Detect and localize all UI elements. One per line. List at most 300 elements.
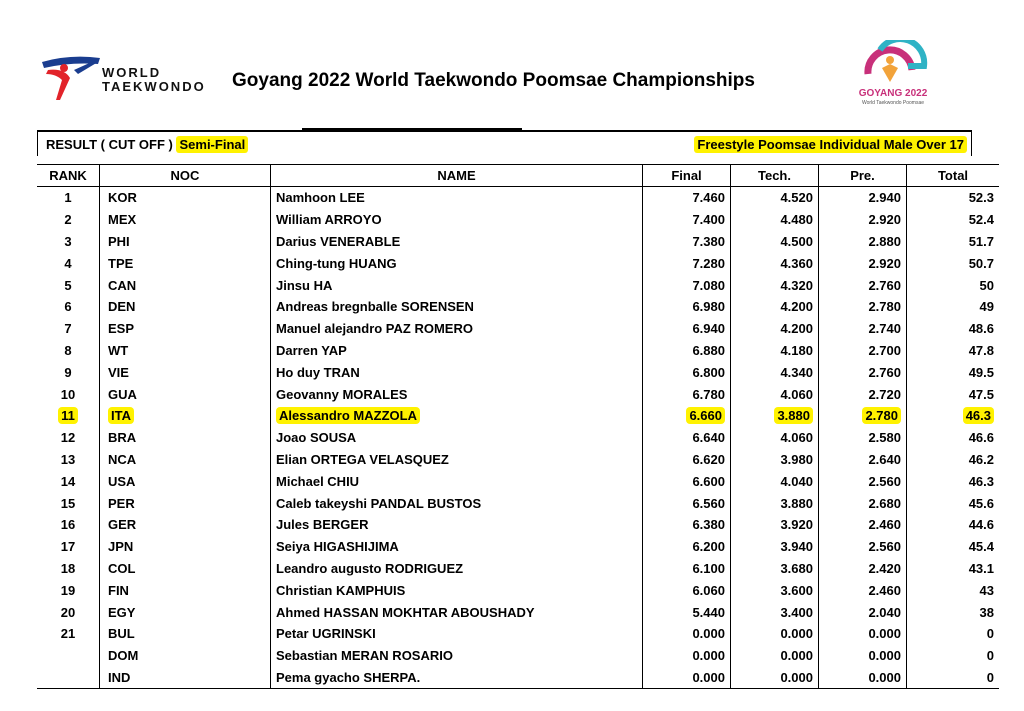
tech-score-cell-text: 4.480 — [780, 212, 813, 228]
rank-cell — [37, 318, 100, 340]
tech-score-cell-text: 3.600 — [780, 582, 813, 598]
final-score-cell — [643, 579, 731, 601]
rank-cell-text: 12 — [60, 430, 76, 446]
tech-score-cell — [731, 231, 819, 253]
athlete-name-cell-text: Ching-tung HUANG — [276, 255, 397, 271]
noc-cell — [100, 623, 271, 645]
athlete-name-cell — [271, 187, 643, 209]
final-score-cell-text: 6.200 — [692, 539, 725, 555]
col-header-total: Total — [907, 165, 1000, 187]
total-score-cell — [907, 470, 1000, 492]
final-score-cell-text: 0.000 — [692, 669, 725, 685]
goyang-logo-subtext: World Taekwondo Poomsae — [861, 100, 925, 106]
total-score-cell — [907, 231, 1000, 253]
total-score-cell — [907, 405, 1000, 427]
noc-cell — [100, 492, 271, 514]
rank-cell-text: 19 — [60, 582, 76, 598]
rank-cell — [37, 601, 100, 623]
total-score-cell-text: 52.4 — [968, 212, 994, 228]
rank-cell — [37, 667, 100, 689]
tech-score-cell — [731, 645, 819, 667]
pre-score-cell-text: 2.780 — [862, 407, 901, 424]
noc-cell-text: DOM — [108, 648, 139, 664]
final-score-cell-text: 6.780 — [692, 386, 725, 402]
total-score-cell-text: 46.3 — [968, 473, 994, 489]
noc-cell — [100, 231, 271, 253]
final-score-cell — [643, 601, 731, 623]
noc-cell-text: BUL — [108, 626, 135, 642]
final-score-cell — [643, 405, 731, 427]
noc-cell-text: TPE — [108, 255, 134, 271]
pre-score-cell — [819, 361, 907, 383]
total-score-cell-text: 45.6 — [968, 495, 994, 511]
total-score-cell — [907, 558, 1000, 580]
athlete-name-cell — [271, 209, 643, 231]
tech-score-cell-text: 4.360 — [780, 255, 813, 271]
total-score-cell-text: 50 — [979, 277, 994, 293]
noc-cell — [100, 187, 271, 209]
total-score-cell — [907, 340, 1000, 362]
final-score-cell-text: 7.400 — [692, 212, 725, 228]
total-score-cell — [907, 645, 1000, 667]
pre-score-cell — [819, 449, 907, 471]
final-score-cell — [643, 470, 731, 492]
pre-score-cell — [819, 601, 907, 623]
athlete-name-cell-text: Darius VENERABLE — [276, 233, 401, 249]
noc-cell — [100, 558, 271, 580]
total-score-cell-text: 48.6 — [968, 321, 994, 337]
pre-score-cell-text: 2.780 — [868, 299, 901, 315]
table-row — [37, 470, 999, 492]
final-score-cell — [643, 667, 731, 689]
rank-cell-text: 15 — [60, 495, 76, 511]
athlete-name-cell — [271, 623, 643, 645]
table-row — [37, 296, 999, 318]
final-score-cell — [643, 274, 731, 296]
pre-score-cell — [819, 514, 907, 536]
final-score-cell-text: 6.620 — [692, 451, 725, 467]
pre-score-cell-text: 2.420 — [868, 560, 901, 576]
final-score-cell — [643, 536, 731, 558]
total-score-cell-text: 0 — [986, 648, 994, 664]
pre-score-cell-text: 2.560 — [868, 539, 901, 555]
pre-score-cell — [819, 318, 907, 340]
total-score-cell — [907, 252, 1000, 274]
tech-score-cell-text: 3.680 — [780, 560, 813, 576]
noc-cell — [100, 274, 271, 296]
athlete-name-cell — [271, 558, 643, 580]
table-row — [37, 187, 999, 209]
pre-score-cell-text: 2.560 — [868, 473, 901, 489]
final-score-cell-text: 6.640 — [692, 430, 725, 446]
final-score-cell — [643, 252, 731, 274]
final-score-cell — [643, 492, 731, 514]
noc-cell — [100, 252, 271, 274]
noc-cell-text: GER — [108, 517, 137, 533]
result-label-group — [46, 137, 248, 152]
tech-score-cell-text: 3.400 — [780, 604, 813, 620]
total-score-cell-text: 0 — [986, 626, 994, 642]
total-score-cell — [907, 492, 1000, 514]
rank-cell-text: 16 — [60, 517, 76, 533]
tech-score-cell-text: 4.340 — [780, 364, 813, 380]
pre-score-cell — [819, 231, 907, 253]
final-score-cell — [643, 209, 731, 231]
tech-score-cell — [731, 514, 819, 536]
noc-cell-text: NCA — [108, 451, 137, 467]
pre-score-cell — [819, 252, 907, 274]
athlete-name-cell — [271, 579, 643, 601]
pre-score-cell-text: 2.040 — [868, 604, 901, 620]
final-score-cell — [643, 623, 731, 645]
pre-score-cell — [819, 274, 907, 296]
athlete-name-cell-text: Jinsu HA — [276, 277, 333, 293]
final-score-cell-text: 6.380 — [692, 517, 725, 533]
athlete-name-cell-text: Namhoon LEE — [276, 190, 365, 206]
tech-score-cell-text: 4.320 — [780, 277, 813, 293]
athlete-name-cell-text: Elian ORTEGA VELASQUEZ — [276, 451, 449, 467]
tech-score-cell-text: 3.880 — [780, 495, 813, 511]
rank-cell — [37, 361, 100, 383]
goyang-logo-text: GOYANG 2022 — [858, 88, 928, 99]
athlete-name-cell-text: Seiya HIGASHIJIMA — [276, 539, 399, 555]
rank-cell-text: 11 — [58, 407, 78, 424]
table-row — [37, 579, 999, 601]
pre-score-cell-text: 2.760 — [868, 277, 901, 293]
pre-score-cell-text: 2.920 — [868, 212, 901, 228]
pre-score-cell-text: 2.760 — [868, 364, 901, 380]
total-score-cell — [907, 536, 1000, 558]
table-row — [37, 231, 999, 253]
final-score-cell — [643, 514, 731, 536]
tech-score-cell-text: 4.060 — [780, 430, 813, 446]
noc-cell-text: KOR — [108, 190, 137, 206]
table-row — [37, 361, 999, 383]
tech-score-cell — [731, 405, 819, 427]
pre-score-cell — [819, 667, 907, 689]
athlete-name-cell-text: Andreas bregnballe SORENSEN — [276, 299, 474, 315]
athlete-name-cell — [271, 601, 643, 623]
pre-score-cell-text: 2.880 — [868, 233, 901, 249]
athlete-name-cell-text: Alessandro MAZZOLA — [276, 407, 420, 424]
rank-cell — [37, 427, 100, 449]
final-score-cell — [643, 231, 731, 253]
athlete-name-cell-text: Caleb takeyshi PANDAL BUSTOS — [276, 495, 482, 511]
pre-score-cell-text: 2.640 — [868, 451, 901, 467]
total-score-cell-text: 44.6 — [968, 517, 994, 533]
athlete-name-cell — [271, 645, 643, 667]
rank-cell-text: 17 — [60, 539, 76, 555]
final-score-cell-text: 6.800 — [692, 364, 725, 380]
athlete-name-cell — [271, 274, 643, 296]
tech-score-cell-text: 3.940 — [780, 539, 813, 555]
noc-cell-text: PER — [108, 495, 135, 511]
noc-cell-text: FIN — [108, 582, 129, 598]
final-score-cell-text: 0.000 — [692, 648, 725, 664]
pre-score-cell — [819, 405, 907, 427]
tech-score-cell — [731, 470, 819, 492]
total-score-cell — [907, 296, 1000, 318]
table-row — [37, 601, 999, 623]
total-score-cell-text: 46.3 — [963, 407, 994, 424]
rank-cell-text: 7 — [64, 321, 72, 337]
final-score-cell-text: 6.660 — [686, 407, 725, 424]
table-row — [37, 209, 999, 231]
tech-score-cell — [731, 383, 819, 405]
noc-cell-text: ESP — [108, 321, 135, 337]
athlete-name-cell-text: Pema gyacho SHERPA. — [276, 669, 421, 685]
tech-score-cell — [731, 579, 819, 601]
total-score-cell-text: 47.8 — [968, 342, 994, 358]
result-bar — [37, 130, 972, 156]
total-score-cell — [907, 209, 1000, 231]
total-score-cell — [907, 449, 1000, 471]
tech-score-cell-text: 0.000 — [780, 626, 813, 642]
athlete-name-cell-text: Christian KAMPHUIS — [276, 582, 406, 598]
pre-score-cell-text: 0.000 — [868, 669, 901, 685]
noc-cell-text: USA — [108, 473, 136, 489]
final-score-cell — [643, 449, 731, 471]
rank-cell — [37, 340, 100, 362]
noc-cell — [100, 667, 271, 689]
final-score-cell — [643, 427, 731, 449]
rank-cell — [37, 209, 100, 231]
total-score-cell-text: 49 — [979, 299, 994, 315]
total-score-cell-text: 38 — [979, 604, 994, 620]
tech-score-cell-text: 4.500 — [780, 233, 813, 249]
pre-score-cell — [819, 558, 907, 580]
rank-cell-text: 18 — [60, 560, 76, 576]
total-score-cell — [907, 187, 1000, 209]
pre-score-cell — [819, 470, 907, 492]
rank-cell-text: 14 — [60, 473, 76, 489]
noc-cell — [100, 340, 271, 362]
athlete-name-cell — [271, 318, 643, 340]
rank-cell — [37, 449, 100, 471]
total-score-cell-text: 43 — [979, 582, 994, 598]
noc-cell — [100, 361, 271, 383]
final-score-cell-text: 0.000 — [692, 626, 725, 642]
rank-cell — [37, 405, 100, 427]
col-header-noc: NOC — [100, 165, 271, 187]
rank-cell — [37, 579, 100, 601]
tech-score-cell — [731, 209, 819, 231]
table-row — [37, 558, 999, 580]
tech-score-cell — [731, 427, 819, 449]
athlete-name-cell-text: Jules BERGER — [276, 517, 369, 533]
noc-cell — [100, 427, 271, 449]
total-score-cell — [907, 427, 1000, 449]
table-row — [37, 427, 999, 449]
stage-badge: Semi-Final — [176, 136, 248, 153]
tech-score-cell — [731, 536, 819, 558]
table-header-row — [37, 165, 999, 187]
pre-score-cell — [819, 645, 907, 667]
total-score-cell — [907, 383, 1000, 405]
noc-cell-text: PHI — [108, 233, 130, 249]
tech-score-cell — [731, 623, 819, 645]
noc-cell-text: WT — [108, 342, 129, 358]
noc-cell — [100, 209, 271, 231]
pre-score-cell — [819, 296, 907, 318]
pre-score-cell-text: 0.000 — [868, 648, 901, 664]
pre-score-cell-text: 2.460 — [868, 517, 901, 533]
table-row — [37, 514, 999, 536]
athlete-name-cell — [271, 340, 643, 362]
final-score-cell — [643, 187, 731, 209]
athlete-name-cell — [271, 405, 643, 427]
final-score-cell — [643, 645, 731, 667]
table-row — [37, 623, 999, 645]
noc-cell — [100, 383, 271, 405]
col-header-pre: Pre. — [819, 165, 907, 187]
rank-cell-text: 3 — [64, 233, 72, 249]
noc-cell — [100, 405, 271, 427]
tech-score-cell — [731, 340, 819, 362]
pre-score-cell — [819, 340, 907, 362]
final-score-cell-text: 6.100 — [692, 560, 725, 576]
noc-cell — [100, 579, 271, 601]
pre-score-cell-text: 2.460 — [868, 582, 901, 598]
table-row — [37, 536, 999, 558]
logo-line-world: WORLD — [102, 65, 162, 80]
total-score-cell-text: 49.5 — [968, 364, 994, 380]
tech-score-cell — [731, 492, 819, 514]
tech-score-cell-text: 0.000 — [780, 669, 813, 685]
total-score-cell-text: 52.3 — [968, 190, 994, 206]
athlete-name-cell — [271, 361, 643, 383]
final-score-cell-text: 7.080 — [692, 277, 725, 293]
tech-score-cell — [731, 318, 819, 340]
final-score-cell — [643, 383, 731, 405]
final-score-cell — [643, 318, 731, 340]
total-score-cell-text: 46.2 — [968, 451, 994, 467]
rank-cell — [37, 274, 100, 296]
rank-cell-text: 4 — [64, 255, 72, 271]
results-table-body — [37, 187, 999, 689]
final-score-cell — [643, 340, 731, 362]
final-score-cell-text: 6.560 — [692, 495, 725, 511]
athlete-name-cell-text: Leandro augusto RODRIGUEZ — [276, 560, 464, 576]
athlete-name-cell — [271, 449, 643, 471]
rank-cell — [37, 187, 100, 209]
total-score-cell-text: 43.1 — [968, 560, 994, 576]
rank-cell-text: 8 — [64, 342, 72, 358]
tech-score-cell — [731, 558, 819, 580]
noc-cell — [100, 318, 271, 340]
tech-score-cell-text: 4.200 — [780, 299, 813, 315]
results-table — [37, 164, 999, 689]
athlete-name-cell — [271, 470, 643, 492]
athlete-name-cell-text: Geovanny MORALES — [276, 386, 408, 402]
table-row — [37, 645, 999, 667]
pre-score-cell-text: 2.940 — [868, 190, 901, 206]
rank-cell-text: 6 — [64, 299, 72, 315]
tech-score-cell — [731, 449, 819, 471]
pre-score-cell-text: 0.000 — [868, 626, 901, 642]
tech-score-cell-text: 4.520 — [780, 190, 813, 206]
pre-score-cell-text: 2.740 — [868, 321, 901, 337]
noc-cell — [100, 514, 271, 536]
total-score-cell — [907, 579, 1000, 601]
athlete-name-cell — [271, 296, 643, 318]
total-score-cell-text: 51.7 — [968, 233, 994, 249]
final-score-cell-text: 6.060 — [692, 582, 725, 598]
pre-score-cell — [819, 492, 907, 514]
tech-score-cell-text: 4.180 — [780, 342, 813, 358]
pre-score-cell-text: 2.920 — [868, 255, 901, 271]
table-row — [37, 340, 999, 362]
athlete-name-cell-text: Ahmed HASSAN MOKHTAR ABOUSHADY — [276, 604, 535, 620]
total-score-cell-text: 0 — [986, 669, 994, 685]
rank-cell-text: 2 — [64, 212, 72, 228]
athlete-name-cell-text: Michael CHIU — [276, 473, 360, 489]
total-score-cell-text: 46.6 — [968, 430, 994, 446]
final-score-cell-text: 6.980 — [692, 299, 725, 315]
pre-score-cell-text: 2.580 — [868, 430, 901, 446]
pre-score-cell — [819, 427, 907, 449]
rank-cell-text: 5 — [64, 277, 72, 293]
tech-score-cell — [731, 252, 819, 274]
tech-score-cell — [731, 667, 819, 689]
col-header-tech: Tech. — [731, 165, 819, 187]
category-label-group — [694, 137, 967, 152]
final-score-cell-text: 6.940 — [692, 321, 725, 337]
tech-score-cell — [731, 361, 819, 383]
noc-cell-text: CAN — [108, 277, 137, 293]
rank-cell-text: 10 — [60, 386, 76, 402]
athlete-name-cell — [271, 252, 643, 274]
total-score-cell-text: 45.4 — [968, 539, 994, 555]
athlete-name-cell — [271, 667, 643, 689]
tech-score-cell-text: 4.200 — [780, 321, 813, 337]
tech-score-cell-text: 3.980 — [780, 451, 813, 467]
rank-cell — [37, 645, 100, 667]
pre-score-cell-text: 2.680 — [868, 495, 901, 511]
pre-score-cell — [819, 209, 907, 231]
logo-line-taekwondo: TAEKWONDO — [102, 79, 206, 94]
athlete-name-cell — [271, 536, 643, 558]
noc-cell-text: EGY — [108, 604, 136, 620]
tech-score-cell-text: 4.060 — [780, 386, 813, 402]
rank-cell — [37, 514, 100, 536]
athlete-name-cell — [271, 231, 643, 253]
rank-cell — [37, 296, 100, 318]
noc-cell-text: COL — [108, 560, 136, 576]
tech-score-cell-text: 3.920 — [780, 517, 813, 533]
rank-cell — [37, 383, 100, 405]
rank-cell — [37, 492, 100, 514]
final-score-cell-text: 7.460 — [692, 190, 725, 206]
final-score-cell-text: 5.440 — [692, 604, 725, 620]
tech-score-cell — [731, 296, 819, 318]
world-taekwondo-wordmark — [102, 66, 206, 94]
rank-cell — [37, 536, 100, 558]
final-score-cell-text: 6.880 — [692, 342, 725, 358]
tech-score-cell — [731, 601, 819, 623]
athlete-name-cell-text: Darren YAP — [276, 342, 347, 358]
noc-cell-text: MEX — [108, 212, 137, 228]
rank-cell — [37, 470, 100, 492]
table-row — [37, 274, 999, 296]
noc-cell-text: VIE — [108, 364, 129, 380]
total-score-cell — [907, 623, 1000, 645]
final-score-cell-text: 7.380 — [692, 233, 725, 249]
page-title: Goyang 2022 World Taekwondo Poomsae Championships — [232, 70, 755, 91]
athlete-name-cell — [271, 427, 643, 449]
rank-cell — [37, 623, 100, 645]
final-score-cell-text: 6.600 — [692, 473, 725, 489]
